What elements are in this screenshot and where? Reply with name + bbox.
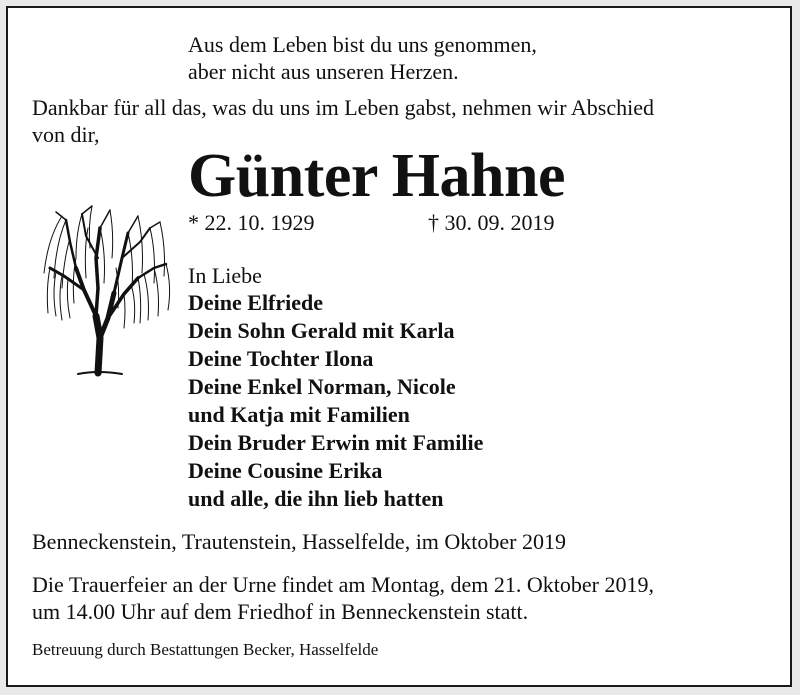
- deceased-name: Günter Hahne: [188, 142, 565, 210]
- signature-name: Dein Sohn Gerald mit Karla: [188, 318, 455, 343]
- service-line-1: Die Trauerfeier an der Urne findet am Montag, dem 21. Oktober 2019,: [32, 572, 654, 597]
- signature-name: und alle, die ihn lieb hatten: [188, 486, 444, 511]
- birth-date: * 22. 10. 1929: [188, 210, 315, 235]
- poem-line-2: aber nicht aus unseren Herzen.: [188, 59, 459, 84]
- intro-line-1: Dankbar für all das, was du uns im Leben gabst, nehmen wir Abschied: [32, 95, 654, 120]
- obituary-notice: [6, 6, 792, 687]
- signature-name: Dein Bruder Erwin mit Familie: [188, 430, 484, 455]
- service-line-2: um 14.00 Uhr auf dem Friedhof in Benneckenstein statt.: [32, 599, 529, 624]
- signature-name: Deine Elfriede: [188, 290, 324, 315]
- signature-name: Deine Tochter Ilona: [188, 346, 374, 371]
- signature-name: Deine Cousine Erika: [188, 458, 383, 483]
- signature-name: und Katja mit Familien: [188, 402, 410, 427]
- undertaker-note: Betreuung durch Bestattungen Becker, Hasselfelde: [32, 640, 379, 659]
- poem-line-1: Aus dem Leben bist du uns genommen,: [188, 32, 537, 57]
- signature-name: Deine Enkel Norman, Nicole: [188, 374, 456, 399]
- death-date: † 30. 09. 2019: [428, 210, 555, 235]
- weeping-tree-icon: [26, 198, 176, 378]
- signature-lead: In Liebe: [188, 263, 262, 288]
- place-date: Benneckenstein, Trautenstein, Hasselfelde, im Oktober 2019: [32, 529, 567, 554]
- intro-line-2: von dir,: [32, 122, 100, 147]
